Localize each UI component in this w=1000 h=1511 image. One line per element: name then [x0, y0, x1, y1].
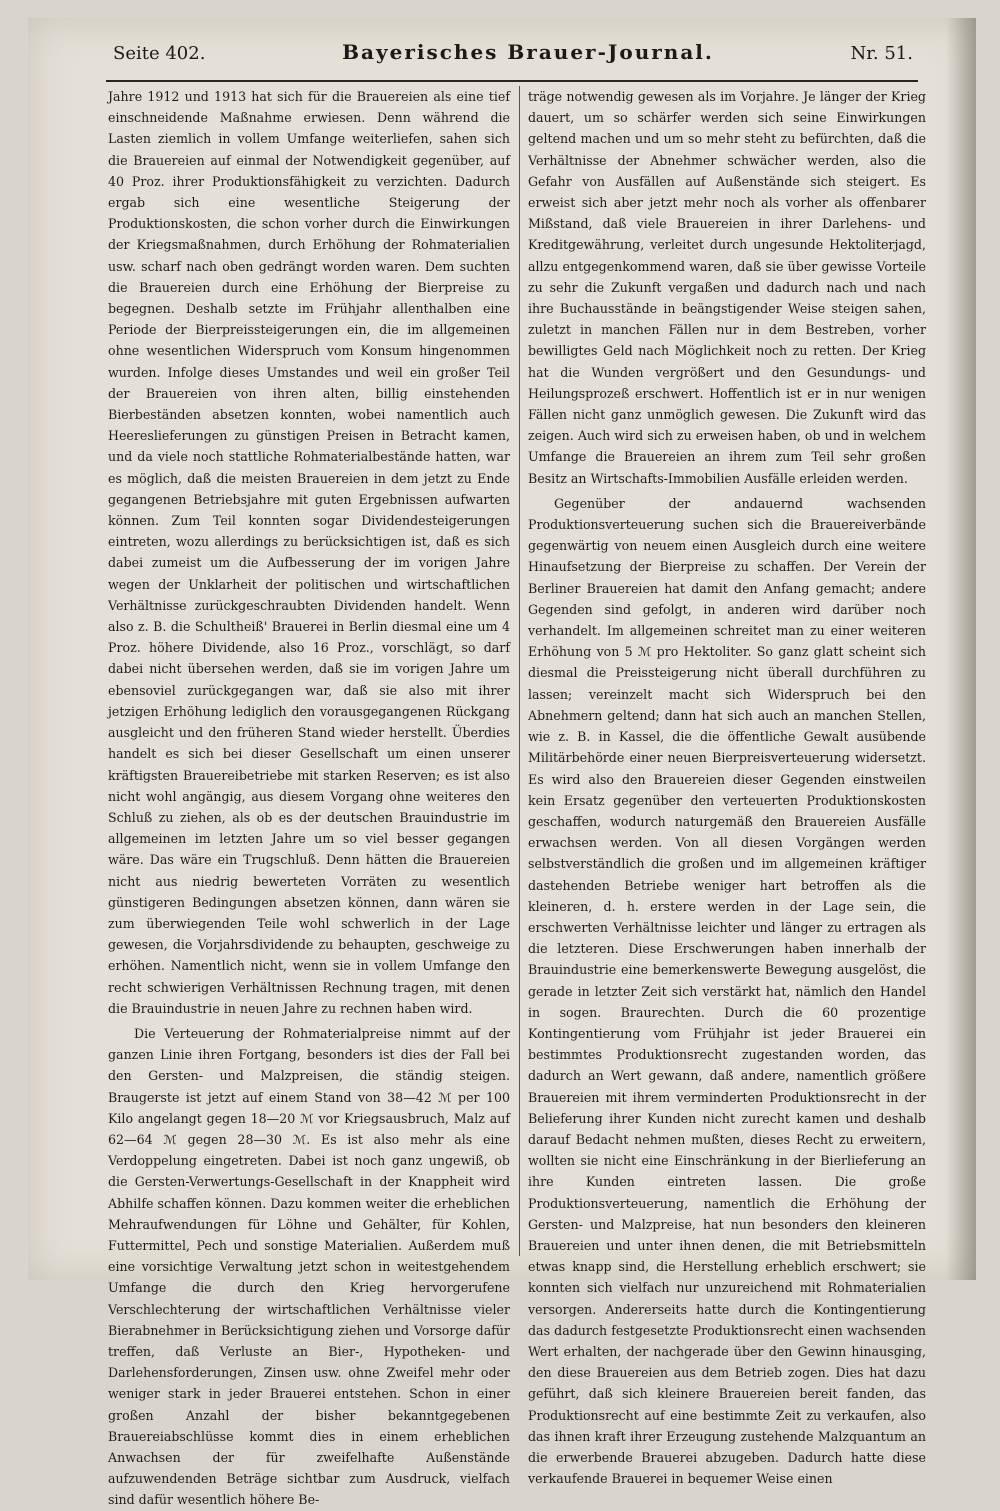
- left-paragraph-1: Jahre 1912 und 1913 hat sich für die Brauereien als eine tief einschneidende Maßnahme erwiesen. Denn während die Lasten ziemlich in vollem Umfange weiterliefen, sahen sich die Brauereien auf einmal der Notwendigkeit gegenüber, auf 40 Proz. ihrer Produktionsfähigkeit zu verzichten. Dadurch ergab sich eine wesentliche Steigerung der Produktionskosten, die schon vorher durch die Einwirkungen der Kriegsmaßnahmen, durch Erhöhung der Rohmaterialien usw. scharf nach oben gedrängt worden waren. Dem suchten die Brauereien durch eine Erhöhung der Bierpreise zu begegnen. Deshalb setzte im Frühjahr allenthalben eine Periode der Bierpreissteigerungen ein, die im allgemeinen ohne wesentlichen Widerspruch vom Konsum hingenommen wurden. Infolge dieses Umstandes und weil ein großer Teil der Brauereien von ihren alten, billig einstehenden Bierbeständen absetzen konnten, wobei namentlich auch Heereslieferungen zu günstigen Preisen in Betracht kamen, und da viele noch stattliche Rohmaterialbestände hatten, war es möglich, daß die meisten Brauereien in dem jetzt zu Ende gegangenen Betriebsjahre mit guten Ergebnissen aufwarten können. Zum Teil konnten sogar Dividendesteigerungen eintreten, wozu allerdings zu berücksichtigen ist, daß es sich dabei zumeist um die Aufbesserung der im vorigen Jahre wegen der Unklarheit der politischen und wirtschaftlichen Verhältnisse zurückgeschraubten Dividenden handelt. Wenn also z. B. die Schultheiß' Brauerei in Berlin diesmal eine um 4 Proz. höhere Dividende, also 16 Proz., vorschlägt, so darf dabei nicht übersehen werden, daß sie im vorigen Jahre um ebensoviel zurückgegangen war, daß sie also mit ihrer jetzigen Erhöhung lediglich den vorausgegangenen Rückgang ausgleicht und den früheren Stand wieder herstellt. Überdies handelt es sich bei dieser Gesellschaft um einen unserer kräftigsten Brauereibetriebe mit starken Reserven; es ist also nicht wohl angängig, aus diesem Vorgang ohne weiteres den Schluß zu ziehen, als ob es der deutschen Brauindustrie im allgemeinen im letzten Jahre um so viel besser gegangen wäre. Das wäre ein Trugschluß. Denn hätten die Brauereien nicht aus niedrig bewerteten Vorräten zu wesentlich günstigeren Bedingungen absetzen können, dann wären sie zum überwiegenden Teile wohl schwerlich in der Lage gewesen, die Vorjahrsdividende zu behaupten, geschweige zu erhöhen. Namentlich nicht, wenn sie in vollem Umfange den recht schwierigen Verhältnissen Rechnung tragen, mit denen die Brauindustrie in neuen Jahre zu rechnen haben wird.: [108, 89, 510, 1016]
- newspaper-page: [28, 18, 976, 1508]
- right-paragraph-2: Gegenüber der andauernd wachsenden Produktionsverteuerung suchen sich die Brauereiverbände gegenwärtig von neuem einen Ausgleich durch eine weitere Hinaufsetzung der Bierpreise zu schaffen. Der Verein der Berliner Brauereien hat damit den Anfang gemacht; andere Gegenden sind gefolgt, in anderen wird darüber noch verhandelt. Im allgemeinen schreitet man zu einer weiteren Erhöhung von 5 ℳ pro Hektoliter. So ganz glatt scheint sich diesmal die Preissteigerung nicht überall durchführen zu lassen; vereinzelt macht sich Widerspruch bei den Abnehmern geltend; dann hat sich auch an manchen Stellen, wie z. B. in Kassel, die die öffentliche Gewalt ausübende Militärbehörde einer neuen Bierpreisverteuerung widersetzt. Es wird also den Brauereien dieser Gegenden einstweilen kein Ersatz gegenüber den verteuerten Produktionskosten geschaffen, wodurch naturgemäß den Brauereien Ausfälle erwachsen werden. Von all diesen Vorgängen werden selbstverständlich die großen und im allgemeinen kräftiger dastehenden Betriebe weniger hart betroffen als die kleineren, d. h. erstere werden in der Lage sein, die erschwerten Verhältnisse leichter und länger zu ertragen als die letzteren. Diese Erschwerungen haben innerhalb der Brauindustrie eine bemerkenswerte Bewegung ausgelöst, die gerade in letzter Zeit sich verstärkt hat, nämlich den Handel in sogen. Braurechten. Durch die 60 prozentige Kontingentierung vom Frühjahr ist jeder Brauerei ein bestimmtes Produktionsrecht zugestanden worden, das dadurch an Wert gewann, daß andere, namentlich größere Brauereien mit ihrem verminderten Produktionsrecht in der Belieferung ihrer Kunden nicht zurecht kamen und deshalb darauf Bedacht nehmen mußten, dieses Recht zu erweitern, wollten sie nicht eine Einschränkung in der Bierlieferung an ihre Kunden eintreten lassen. Die große Produktionsverteuerung, namentlich die Erhöhung der Gersten- und Malzpreise, hat nun besonders den kleineren Brauereien und unter ihnen denen, die mit Betriebsmitteln etwas knapp sind, die Herstellung erheblich erschwert; sie konnten sich vielfach nur unzureichend mit Rohmaterialien versorgen. Andererseits hatte durch die Kontingentierung das dadurch festgesetzte Produktionsrecht einen wachsenden Wert erhalten, der nachgerade über den Gewinn hinausging, den diese Brauereien aus dem Betrieb zogen. Dies hat dazu geführt, daß sich kleinere Brauereien bereit fanden, das Produktionsrecht auf eine bestimmte Zeit zu verkaufen, also das ihnen kraft ihrer Erzeugung zustehende Malzquantum an die erwerbende Brauerei abzugeben. Dadurch hatte diese verkaufende Brauerei in bequemer Weise einen: [528, 495, 926, 1487]
- column-divider: [519, 86, 520, 1256]
- page-edge-shadow: [946, 18, 976, 1280]
- journal-title: Bayerisches Brauer-Journal.: [342, 40, 714, 64]
- page-header: [113, 40, 913, 74]
- right-column: [528, 86, 926, 1487]
- left-column: [108, 86, 510, 1508]
- issue-number: Nr. 51.: [850, 43, 913, 64]
- header-rule: [106, 80, 918, 82]
- page-number: Seite 402.: [113, 43, 206, 64]
- right-paragraph-1: träge notwendig gewesen als im Vorjahre. Je länger der Krieg dauert, um so schärfer werden sich seine Einwirkungen geltend machen und um so mehr steht zu befürchten, daß die Verhältnisse der Abnehmer schwächer werden, also die Gefahr von Ausfällen auf Außenstände sich steigert. Es erweist sich aber jetzt mehr noch als vorher als offenbarer Mißstand, daß viele Brauereien in ihrer Darlehens- und Kreditgewährung, verleitet durch ungesunde Hektoliterjagd, allzu entgegenkommend waren, daß sie über gewisse Vorteile zu sehr die Zukunft vergaßen und dadurch nach und nach ihre Buchausstände in beängstigender Weise steigen sahen, zuletzt in manchen Fällen nur in dem Bestreben, vorher bewilligtes Geld nach Möglichkeit noch zu retten. Der Krieg hat die Wunden vergrößert und den Gesundungs- und Heilungsprozeß erschwert. Hoffentlich ist er in nur wenigen Fällen nicht ganz unmöglich gewesen. Die Zukunft wird das zeigen. Auch wird sich zu erweisen haben, ob und in welchem Umfange die Brauereien an ihrem zum Teil sehr großen Besitz an Wirtschafts-Immobilien Ausfälle erleiden werden.: [528, 89, 926, 486]
- left-paragraph-2: Die Verteuerung der Rohmaterialpreise nimmt auf der ganzen Linie ihren Fortgang, besonders ist dies der Fall bei den Gersten- und Malzpreisen, die ständig steigen. Braugerste ist jetzt auf einem Stand von 38—42 ℳ per 100 Kilo angelangt gegen 18—20 ℳ vor Kriegsausbruch, Malz auf 62—64 ℳ gegen 28—30 ℳ. Es ist also mehr als eine Verdoppelung eingetreten. Dabei ist noch ganz ungewiß, ob die Gersten-Verwertungs-Gesellschaft in der Knappheit wird Abhilfe schaffen können. Dazu kommen weiter die erheblichen Mehraufwendungen für Löhne und Gehälter, für Kohlen, Futtermittel, Pech und sonstige Materialien. Außerdem muß eine vorsichtige Verwaltung jetzt schon in weitestgehendem Umfange die durch den Krieg hervorgerufene Verschlechterung der wirtschaftlichen Verhältnisse vieler Bierabnehmer in Berücksichtigung ziehen und Vorsorge dafür treffen, daß Verluste an Bier-, Hypotheken- und Darlehensforderungen, Zinsen usw. ohne Zweifel mehr oder weniger stark in jeder Brauerei entstehen. Schon in einer großen Anzahl der bisher bekanntgegebenen Brauereiabschlüsse kommt dies in einem erheblichen Anwachsen der für zweifelhafte Außenstände aufzuwendenden Beträge sichtbar zum Ausdruck, vielfach sind dafür wesentlich höhere Be-: [108, 1025, 510, 1508]
